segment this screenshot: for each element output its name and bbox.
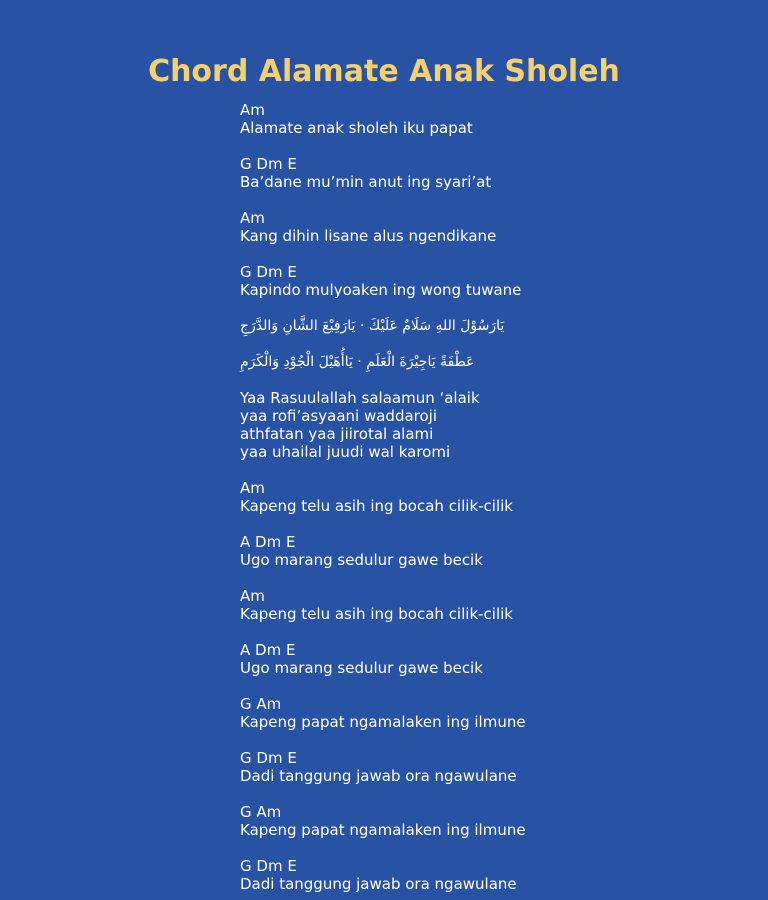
chord-line: A Dm E xyxy=(240,533,296,551)
blank-line xyxy=(240,677,760,695)
lyrics-block xyxy=(240,101,760,893)
lyric-line: Yaa Rasuulallah salaamun ‘alaik xyxy=(240,389,480,407)
blank-line xyxy=(240,137,760,155)
chord-line: G Dm E xyxy=(240,749,297,767)
lyric-line: Ugo marang sedulur gawe becik xyxy=(240,551,483,569)
lyric-line: Ugo marang sedulur gawe becik xyxy=(240,659,483,677)
chord-line: G Dm E xyxy=(240,155,297,173)
chord-line: Am xyxy=(240,587,265,605)
blank-line xyxy=(240,335,760,353)
lyric-line: yaa uhailal juudi wal karomi xyxy=(240,443,451,461)
lyric-line: Kapeng telu asih ing bocah cilik-cilik xyxy=(240,605,513,623)
blank-line xyxy=(240,191,760,209)
lyric-line: Kapeng telu asih ing bocah cilik-cilik xyxy=(240,497,513,515)
blank-line xyxy=(240,839,760,857)
lyric-line: Kapeng papat ngamalaken ing ilmune xyxy=(240,713,526,731)
lyric-line: yaa rofi’asyaani waddaroji xyxy=(240,407,438,425)
arabic-lyric-line: عَطْفَةً يَاجِيْرَةَ الْعَلَمِ · يَاأُهَيْلَ الْجُوْدِ وَالْكَرَمِ xyxy=(240,354,475,370)
arabic-lyric-line: يَارَسُوْلَ اللهِ سَلَامٌ عَلَيْكَ · يَارَفِيْعَ الشَّانِ وَالدَّرَجِ xyxy=(240,318,505,334)
page-title: Chord Alamate Anak Sholeh xyxy=(148,54,620,89)
chord-line: G Am xyxy=(240,803,282,821)
lyric-line: Dadi tanggung jawab ora ngawulane xyxy=(240,767,517,785)
lyric-line: Kapindo mulyoaken ing wong tuwane xyxy=(240,281,522,299)
blank-line xyxy=(240,245,760,263)
chord-line: Am xyxy=(240,479,265,497)
chord-line: G Dm E xyxy=(240,263,297,281)
chord-line: Am xyxy=(240,209,265,227)
chord-line: G Am xyxy=(240,695,282,713)
lyric-line: Alamate anak sholeh iku papat xyxy=(240,119,473,137)
lyric-line: Kang dihin lisane alus ngendikane xyxy=(240,227,497,245)
lyric-line: athfatan yaa jiirotal alami xyxy=(240,425,434,443)
blank-line xyxy=(240,371,760,389)
lyric-line: Ba’dane mu’min anut ing syari’at xyxy=(240,173,492,191)
lyric-line: Dadi tanggung jawab ora ngawulane xyxy=(240,875,517,893)
blank-line xyxy=(240,515,760,533)
blank-line xyxy=(240,785,760,803)
chord-line: G Dm E xyxy=(240,857,297,875)
chord-line: Am xyxy=(240,101,265,119)
lyric-line: Kapeng papat ngamalaken ing ilmune xyxy=(240,821,526,839)
blank-line xyxy=(240,461,760,479)
blank-line xyxy=(240,299,760,317)
blank-line xyxy=(240,569,760,587)
blank-line xyxy=(240,731,760,749)
chord-line: A Dm E xyxy=(240,641,296,659)
blank-line xyxy=(240,623,760,641)
